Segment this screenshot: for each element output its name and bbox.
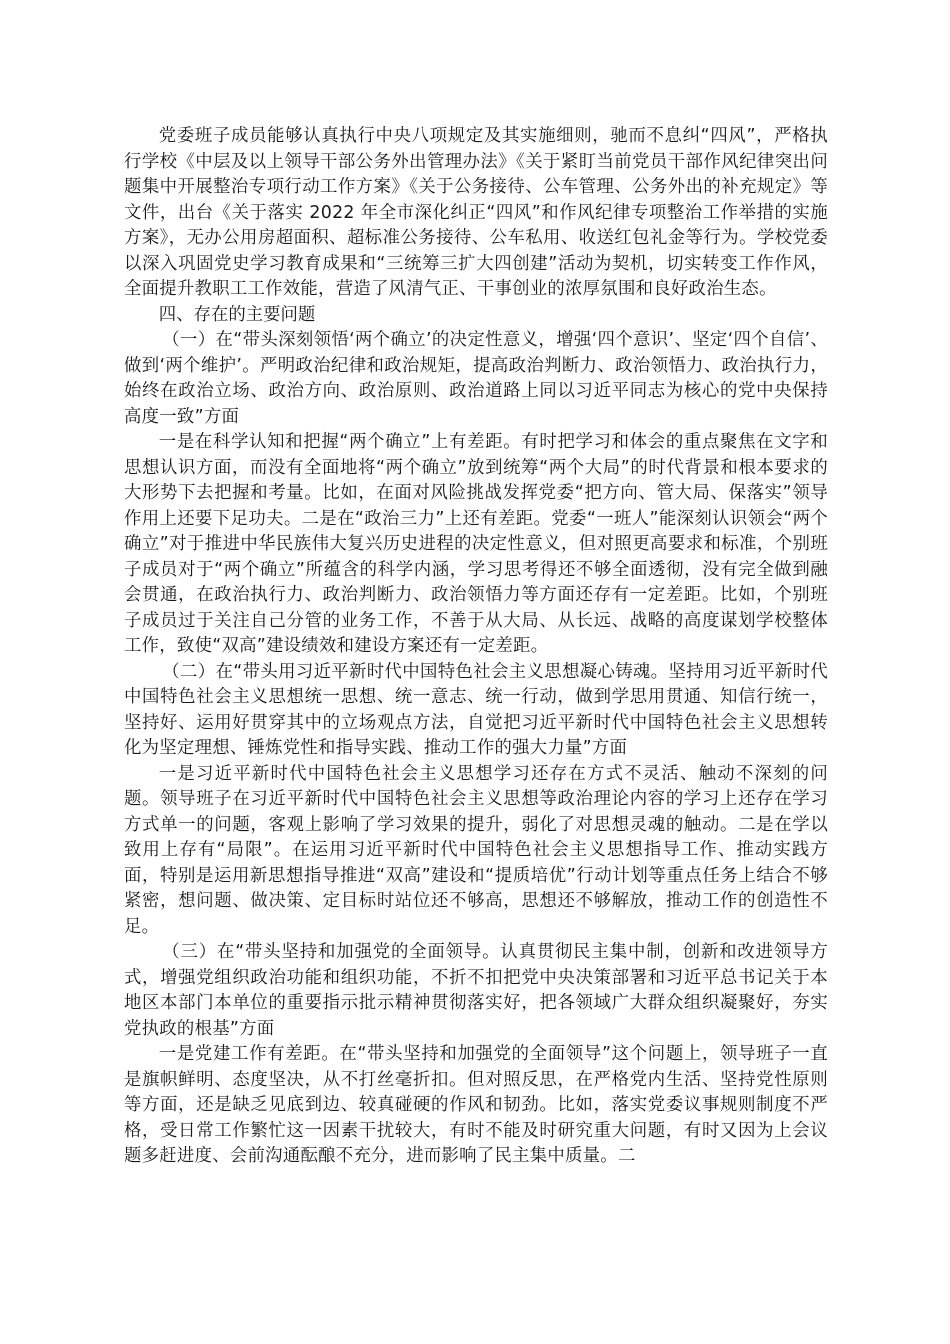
subsection-heading-1: （一）在“带头深刻领悟‘两个确立’的决定性意义，增强‘四个意识’、坚定‘四个自信’、做到‘两个维护’。严明政治纪律和政治规矩，提高政治判断力、政治领悟力、政治执行力，始终在政治立场、政治方向、政治原则、政治道路上同以习近平同志为核心的党中央保持高度一致”方面 <box>124 330 828 427</box>
intro-paragraph: 党委班子成员能够认真执行中央八项规定及其实施细则，驰而不息纠“四风”，严格执行学校《中层及以上领导干部公务外出管理办法》《关于紧盯当前党员干部作风纪律突出问题集中开展整治专项行动工作方案》《关于公务接待、公车管理、公务外出的补充规定》等文件，出台《关于落实 2022 年全市深化纠正“四风”和作风纪律专项整治工作举措的实施方案》，无办公用房超面积、超标准公务接待、公车私用、收送红包礼金等行为。学校党委以深入巩固党史学习教育成果和“三统筹三扩大四创建”活动为契机，切实转变工作作风，全面提升教职工工作效能，营造了风清气正、干事创业的浓厚氛围和良好政治生态。 <box>124 126 828 299</box>
subsection-heading-3: （三）在“带头坚持和加强党的全面领导。认真贯彻民主集中制，创新和改进领导方式，增强党组织政治功能和组织功能，不折不扣把党中央决策部署和习近平总书记关于本地区本部门本单位的重要指示批示精神贯彻落实好，把各领域广大群众组织凝聚好，夯实党执政的根基”方面 <box>124 942 828 1039</box>
section-heading: 四、存在的主要问题 <box>158 304 316 325</box>
subsection-heading-2: （二）在“带头用习近平新时代中国特色社会主义思想凝心铸魂。坚持用习近平新时代中国特色社会主义思想统一思想、统一意志、统一行动，做到学思用贯通、知信行统一，坚持好、运用好贯穿其中的立场观点方法，自觉把习近平新时代中国特色社会主义思想转化为坚定理想、锤炼党性和指导实践、推动工作的强大力量”方面 <box>124 661 828 758</box>
body-paragraph-3: 一是党建工作有差距。在“带头坚持和加强党的全面领导”这个问题上，领导班子一直是旗帜鲜明、态度坚决，从不打丝毫折扣。但对照反思，在严格党内生活、坚持党性原则等方面，还是缺乏见底到边、较真碰硬的作风和韧劲。比如，落实党委议事规则制度不严格，受日常工作繁忙这一因素干扰较大，有时不能及时研究重大问题，有时又因为上会议题多赶进度、会前沟通酝酿不充分，进而影响了民主集中质量。二 <box>124 1044 828 1166</box>
body-paragraph-1: 一是在科学认知和把握“两个确立”上有差距。有时把学习和体会的重点聚焦在文字和思想认识方面，而没有全面地将“两个确立”放到统筹“两个大局”的时代背景和根本要求的大形势下去把握和考量。比如，在面对风险挑战发挥党委“把方向、管大局、保落实”领导作用上还要下足功夫。二是在“政治三力”上还有差距。党委“一班人”能深刻认识领会“两个确立”对于推进中华民族伟大复兴历史进程的决定性意义，但对照更高要求和标准，个别班子成员对于“两个确立”所蕴含的科学内涵，学习思考得还不够全面透彻，没有完全做到融会贯通，在政治执行力、政治判断力、政治领悟力等方面还存有一定差距。比如，个别班子成员过于关注自己分管的业务工作，不善于从大局、从长远、战略的高度谋划学校整体工作，致使“双高”建设绩效和建设方案还有一定差距。 <box>124 432 828 656</box>
body-paragraph-2: 一是习近平新时代中国特色社会主义思想学习还存在方式不灵活、触动不深刻的问题。领导班子在习近平新时代中国特色社会主义思想等政治理论内容的学习上还存在学习方式单一的问题，客观上影响了学习效果的提升，弱化了对思想灵魂的触动。二是在学以致用上存有“局限”。在运用习近平新时代中国特色社会主义思想指导工作、推动实践方面，特别是运用新思想指导推进“双高”建设和“提质培优”行动计划等重点任务上结合不够紧密，想问题、做决策、定目标时站位还不够高，思想还不够解放，推动工作的创造性不足。 <box>124 763 828 937</box>
document-page <box>124 124 828 1170</box>
